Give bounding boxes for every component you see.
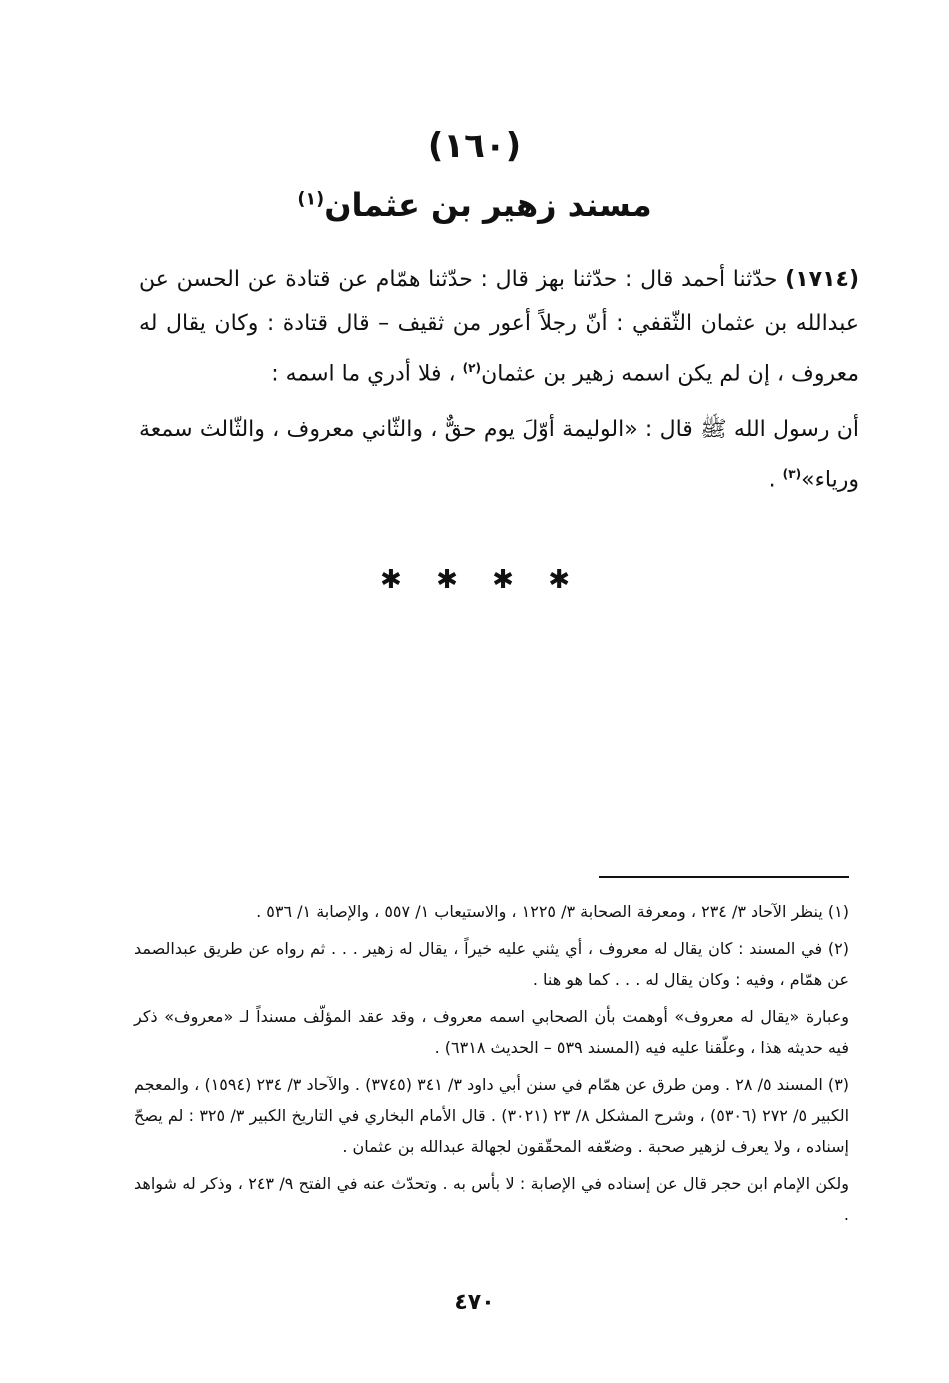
footnote-3-continued: ولكن الإمام ابن حجر قال عن إسناده في الإصابة : لا بأس به . وتحدّث عنه في الفتح ٩/ ٢٤٣ ، وذكر له شواهد .: [134, 1174, 849, 1224]
hadith-number: (١٧١٤): [785, 267, 859, 292]
footnote-separator: [599, 876, 849, 878]
hadith-text: [139, 258, 859, 515]
footnote-2: (٢) في المسند : كان يقال له معروف ، أي يثني عليه خيراً ، يقال له زهير . . . ثم رواه عن طريق عبدالصمد عن همّام ، وفيه : وكان يقال له . . . كما هو هنا .: [134, 939, 849, 989]
section-divider: [380, 565, 570, 595]
divider-star-icon: ✱: [492, 565, 514, 595]
footnote-ref-3: (٣): [782, 467, 802, 482]
footnote-2-continued: وعبارة «يقال له معروف» أوهمت بأن الصحابي اسمه معروف ، وقد عقد المؤلّف مسنداً لـ «معروف» ذكر فيه حديثه هذا ، وعلّقنا عليه فيه (المسند ٥٣٩ – الحديث ٦٣١٨) .: [134, 1007, 849, 1057]
divider-star-icon: ✱: [380, 565, 402, 595]
section-title: [0, 186, 949, 224]
hadith-matn: أن رسول الله ﷺ قال : «الوليمة أوّلَ يوم حقٌّ ، والثّاني معروف ، والثّالث سمعة ورياء»: [139, 417, 859, 493]
page-number: ٤٧٠: [454, 1290, 495, 1315]
section-title-text: مسند زهير بن عثمان: [324, 186, 652, 224]
hadith-matn-end: .: [768, 467, 776, 493]
section-number: (١٦٠): [427, 126, 522, 166]
hadith-isnad: حدّثنا أحمد قال : حدّثنا بهز قال : حدّثنا همّام عن قتادة عن الحسن عن عبدالله بن عثمان الثّقفي : أنّ رجلاً أعور من ثقيف – قال قتادة : وكان يقال له معروف ، إن لم يكن اسمه زهير بن عثمان: [139, 267, 859, 387]
hadith-paragraph-1: [139, 258, 859, 396]
footnote-1: (١) ينظر الآحاد ٣/ ٢٣٤ ، ومعرفة الصحابة ٣/ ١٢٢٥ ، والاستيعاب ١/ ٥٥٧ ، والإصابة ١/ ٥٣٦ .: [256, 902, 849, 921]
divider-star-icon: ✱: [548, 565, 570, 595]
hadith-isnad-end: ، فلا أدري ما اسمه :: [271, 361, 456, 387]
hadith-paragraph-2: [139, 408, 859, 502]
footnote-ref-2: (٢): [462, 361, 482, 375]
divider-star-icon: ✱: [436, 565, 458, 595]
footnote-3: (٣) المسند ٥/ ٢٨ . ومن طرق عن همّام في سنن أبي داود ٣/ ٣٤١ (٣٧٤٥) . والآحاد ٣/ ٢٣٤ (١٥٩٤) ، والمعجم الكبير ٥/ ٢٧٢ (٥٣٠٦) ، وشرح المشكل ٨/ ٢٣ (٣٠٢١) . قال الأمام البخاري في التاريخ الكبير ٣/ ٣٢٥ : لم يصحّ إسناده ، ولا يعرف لزهير صحبة . وضعّفه المحقّقون لجهالة عبدالله بن عثمان .: [134, 1075, 850, 1156]
footnote-ref-1: (١): [297, 189, 325, 210]
footnotes: [134, 896, 849, 1236]
